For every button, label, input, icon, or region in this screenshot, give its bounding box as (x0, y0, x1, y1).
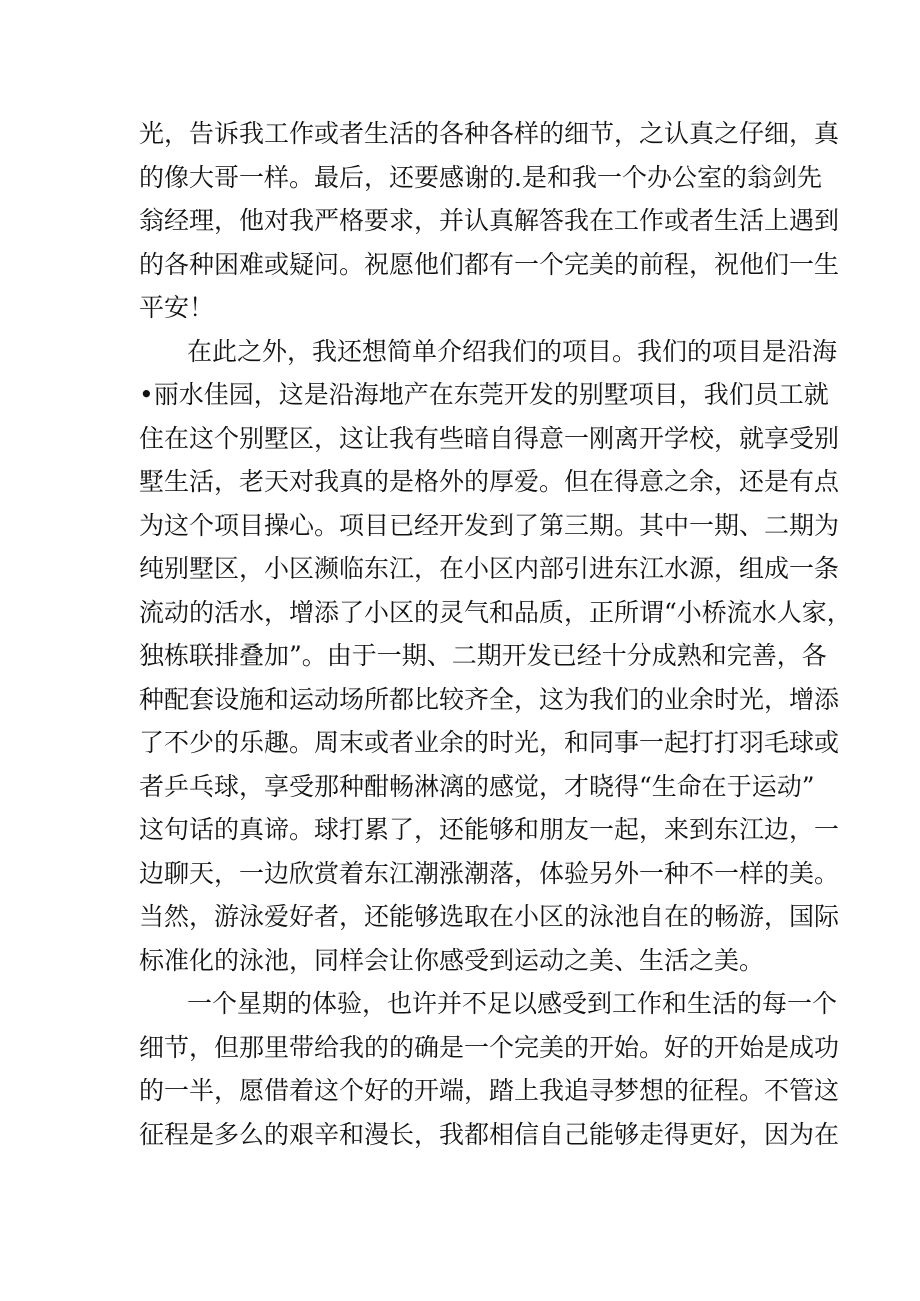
text-line: 了不少的乐趣。周末或者业余的时光，和同事一起打打羽毛球或 (139, 728, 840, 757)
text-line: 光，告诉我工作或者生活的各种各样的细节，之认真之仔细，真 (139, 119, 840, 148)
text-line: 住在这个别墅区，这让我有些暗自得意一刚离开学校，就享受别 (139, 423, 840, 453)
text-line: 当然，游泳爱好者，还能够选取在小区的泳池自在的畅游，国际 (139, 902, 840, 931)
text-line: 细节，但那里带给我的的确是一个完美的开始。好的开始是成功 (139, 1032, 840, 1062)
text-line: 边聊天，一边欣赏着东江潮涨潮落，体验另外一种不一样的美。 (139, 858, 840, 888)
text-line: 这句话的真谛。球打累了，还能够和朋友一起，来到东江边，一 (139, 815, 840, 844)
text-line: 的各种困难或疑问。祝愿他们都有一个完美的前程，祝他们一生 (139, 249, 840, 279)
paragraph-start-line: 在此之外，我还想简单介绍我们的项目。我们的项目是沿海 (187, 336, 838, 366)
text-line: 墅生活，老天对我真的是格外的厚爱。但在得意之余，还是有点 (139, 467, 840, 496)
text-line: 的一半，愿借着这个好的开端，踏上我追寻梦想的征程。不管这 (139, 1076, 840, 1105)
text-line: 独栋联排叠加”。由于一期、二期开发已经十分成熟和完善，各 (139, 641, 827, 670)
text-line: 种配套设施和运动场所都比较齐全，这为我们的业余时光，增添 (139, 684, 840, 714)
text-line: •丽水佳园，这是沿海地产在东莞开发的别墅项目，我们员工就 (139, 380, 829, 409)
text-line: 者乒乓球，享受那种酣畅淋漓的感觉，才晓得“生命在于运动” (139, 771, 815, 801)
text-line: 纯别墅区，小区濒临东江，在小区内部引进东江水源，组成一条 (139, 554, 840, 583)
text-line: 的像大哥一样。最后，还要感谢的.是和我一个办公室的翁剑先 (139, 162, 822, 192)
text-line: 平安！ (139, 293, 215, 322)
text-line: 流动的活水，增添了小区的灵气和品质，正所谓“小桥流水人家， (139, 597, 852, 627)
text-line: 翁经理，他对我严格要求，并认真解答我在工作或者生活上遇到 (139, 206, 840, 235)
paragraph-start-line: 一个星期的体验，也许并不足以感受到工作和生活的每一个 (187, 989, 838, 1018)
text-line: 标准化的泳池，同样会让你感受到运动之美、生活之美。 (139, 945, 765, 975)
document-body (139, 112, 852, 1156)
text-line: 征程是多么的艰辛和漫长，我都相信自己能够走得更好，因为在 (139, 1119, 840, 1149)
text-line: 为这个项目操心。项目已经开发到了第三期。其中一期、二期为 (139, 510, 840, 540)
